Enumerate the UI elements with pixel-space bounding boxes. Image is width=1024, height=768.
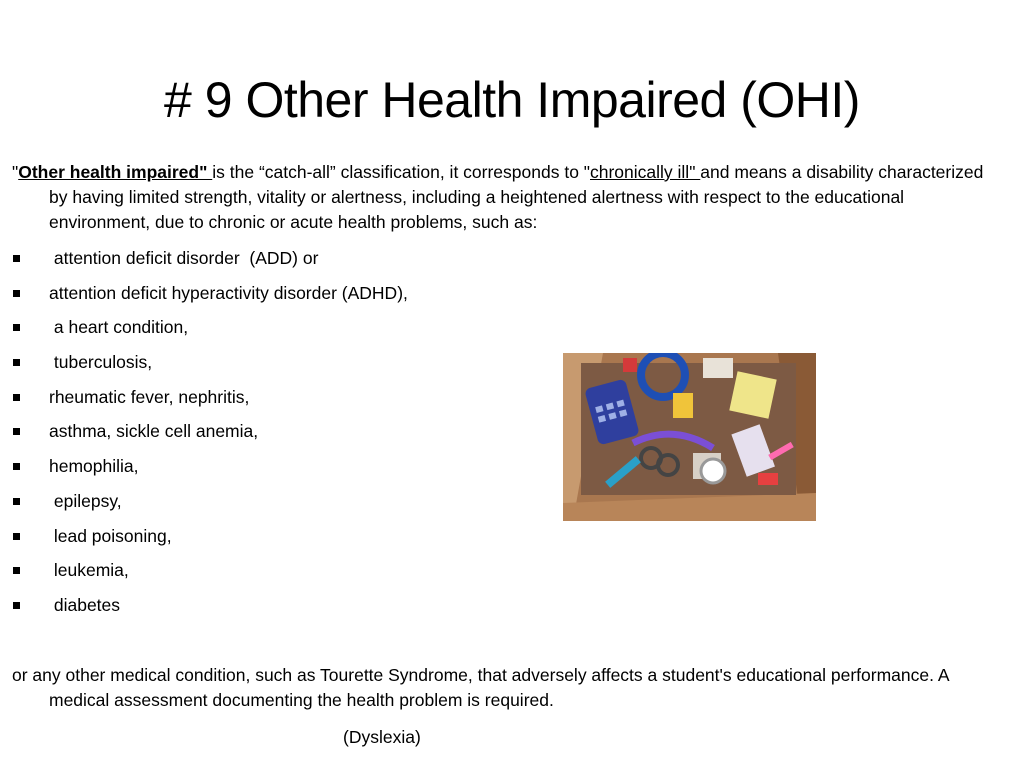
closing-paragraph: or any other medical condition, such as Tourette Syndrome, that adversely affects a student's educational performance. A medical assessment documenting the health problem is required.: [12, 665, 949, 710]
intro-quote: ": [12, 162, 19, 182]
list-item-text: attention deficit hyperactivity disorder (ADHD),: [49, 282, 408, 303]
list-item-text: tuberculosis,: [49, 352, 153, 373]
list-item-text: a heart condition,: [49, 317, 189, 338]
list-item: [12, 524, 512, 559]
list-item-text: attention deficit disorder (ADD) or: [49, 248, 319, 268]
list-item: [12, 246, 512, 281]
square-bullet-icon: [13, 463, 20, 470]
list-item: [12, 315, 512, 350]
square-bullet-icon: [13, 602, 20, 609]
list-item: [12, 593, 512, 628]
dyslexia-note: (Dyslexia): [343, 727, 421, 747]
list-item: [12, 489, 512, 524]
square-bullet-icon: [13, 567, 20, 574]
square-bullet-icon: [13, 290, 20, 297]
list-item: [12, 281, 512, 316]
square-bullet-icon: [13, 394, 20, 401]
list-item-text: leukemia,: [49, 560, 129, 581]
list-item: [12, 558, 512, 593]
list-item: [12, 454, 512, 489]
square-bullet-icon: [13, 324, 20, 331]
intro-term: Other health impaired": [18, 162, 213, 182]
list-item: [12, 419, 512, 454]
list-item: [12, 350, 512, 385]
slide-title: # 9 Other Health Impaired (OHI): [164, 72, 860, 128]
square-bullet-icon: [13, 498, 20, 505]
junk-drawer-photo: [563, 353, 816, 521]
condition-list: [12, 246, 512, 628]
list-item-text: epilepsy,: [49, 490, 122, 511]
square-bullet-icon: [13, 533, 20, 540]
intro-text-2: and means a disability characterized by having limited strength, vitality or alertness, including a heightened alertness with respect to the educational environment, due to chronic or acute health problems, such as:: [49, 162, 984, 232]
list-item-text: diabetes: [49, 594, 121, 615]
list-item-text: asthma, sickle cell anemia,: [49, 421, 259, 442]
intro-text-1: is the “catch-all” classification, it corresponds to ": [212, 162, 590, 182]
list-item-text: lead poisoning,: [49, 525, 172, 546]
intro-term-2: chronically ill": [590, 162, 701, 182]
list-item-text: rheumatic fever, nephritis,: [49, 386, 250, 407]
list-item-text: hemophilia,: [49, 456, 139, 477]
square-bullet-icon: [13, 255, 20, 262]
square-bullet-icon: [13, 359, 20, 366]
intro-paragraph: [12, 160, 1004, 235]
square-bullet-icon: [13, 428, 20, 435]
list-item: [12, 385, 512, 420]
